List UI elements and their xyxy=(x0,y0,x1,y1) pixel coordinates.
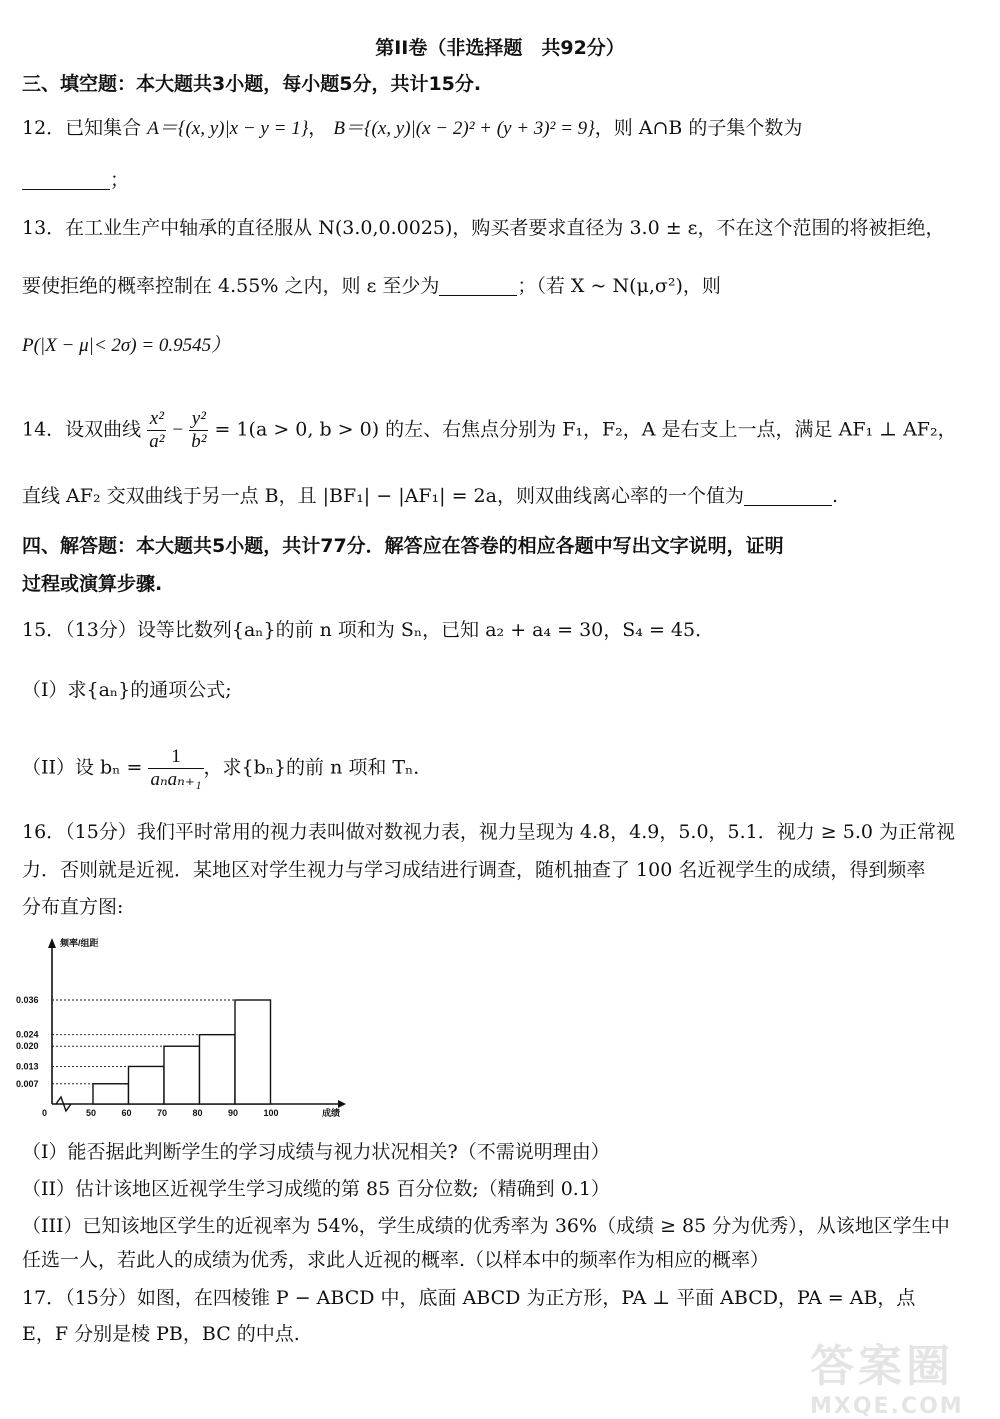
question-16-part1: （I）能否据此判断学生的学习成绩与视力状况相关?（不需说明理由） xyxy=(22,1141,610,1163)
histogram-bar xyxy=(235,1000,271,1104)
question-16-part3-line1: （III）已知该地区学生的近视率为 54%，学生成绩的优秀率为 36%（成绩 ≥ 85 分为优秀），从该地区学生中 xyxy=(22,1215,950,1237)
y-tick-label: 0.020 xyxy=(16,1041,39,1052)
question-15-part2 xyxy=(22,746,980,791)
part-title: 第II卷（非选择题 共92分） xyxy=(375,37,625,59)
fraction-y2-b2: $\frac{\text{y²}}{\text{b²}}$ xyxy=(191,408,207,452)
x-tick-label: 100 xyxy=(263,1108,279,1118)
q14-text-a: 14．设双曲线 xyxy=(22,418,142,441)
question-14-line1: 14．设双曲线 $\frac{\text{x²}}{\text{a²}}$ − $\frac{\text{y²}}{\text{b²}}$ = 1(a > 0, b > 0) 的左、右焦点分别为 F₁，F₂，A 是右支上一点，满足 AF₁ ⊥ AF₂， xyxy=(22,408,957,452)
x-tick-label: 80 xyxy=(192,1108,203,1118)
y-tick-label: 0.007 xyxy=(16,1078,39,1089)
q12-number: 12．已知集合 xyxy=(22,117,142,139)
q12-set-a: A＝{(x, y)|x − y = 1} xyxy=(147,118,309,139)
question-16-part3-line2: 任选一人，若此人的成绩为优秀，求此人近视的概率.（以样本中的频率作为相应的概率） xyxy=(22,1249,770,1271)
q12-end: ； xyxy=(110,169,130,191)
y-axis-label: 频率/组距 xyxy=(60,938,99,948)
q13-text-a: 要使拒绝的概率控制在 4.55% 之内，则 ε 至少为 xyxy=(22,275,440,297)
x-axis-arrow xyxy=(338,1100,346,1108)
x-tick-label: 70 xyxy=(157,1108,168,1118)
q15-p2-text-a: （II）设 bₙ = xyxy=(22,756,143,779)
question-16-line3: 分布直方图: xyxy=(22,896,124,918)
x-tick-label: 50 xyxy=(86,1108,97,1118)
histogram-bar xyxy=(93,1084,129,1104)
y-tick-label: 0.013 xyxy=(16,1061,39,1072)
q12-tail: ，则 A∩B 的子集个数为 xyxy=(594,117,803,139)
y-axis-arrow xyxy=(48,938,56,948)
question-16-line2: 力．否则就是近视．某地区对学生视力与学习成结进行调查，随机抽查了 100 名近视学生的成绩，得到频率 xyxy=(22,859,926,881)
x-tick-label: 60 xyxy=(121,1108,132,1118)
y-tick-label: 0.024 xyxy=(16,1029,39,1040)
watermark-sub: MXQE.COM xyxy=(810,1394,964,1419)
q12-set-b: B＝{(x, y)|(x − 2)² + (y + 3)² = 9} xyxy=(333,118,595,139)
q15-p2-text-b: ，求{bₙ}的前 n 项和 Tₙ． xyxy=(203,756,433,779)
y-tick-label: 0.036 xyxy=(16,995,39,1005)
frequency-histogram xyxy=(10,932,370,1128)
q12-answer-line xyxy=(22,166,980,194)
x-axis-label: 成绩 xyxy=(322,1108,341,1118)
question-15: 15．（13分）设等比数列{aₙ}的前 n 项和为 Sₙ，已知 a₂ + a₄ = 30，S₄ = 45． xyxy=(22,619,715,641)
answer-blank[interactable] xyxy=(744,485,832,506)
section-3-heading: 三、填空题：本大题共3小题，每小题5分，共计15分. xyxy=(22,73,482,95)
question-17-line2: E，F 分别是棱 PB，BC 的中点. xyxy=(22,1323,300,1345)
question-13-line2 xyxy=(22,272,980,300)
x-tick-label: 90 xyxy=(228,1108,239,1118)
question-14-line2 xyxy=(22,482,980,510)
question-15-part1: （I）求{aₙ}的通项公式; xyxy=(22,679,232,701)
q14-text-b: = 1(a > 0, b > 0) 的左、右焦点分别为 F₁，F₂，A 是右支上一点，满足 AF₁ ⊥ AF₂， xyxy=(214,418,957,441)
q14-text-c: 直线 AF₂ 交双曲线于另一点 B，且 |BF₁| − |AF₁| = 2a，则双曲线离心率的一个值为 xyxy=(22,485,744,507)
question-16-part2: （II）估计该地区近视学生学习成缆的第 85 百分位数;（精确到 0.1） xyxy=(22,1178,610,1200)
section-4-heading-line2: 过程或演算步骤. xyxy=(22,573,163,595)
section-4-heading-line1: 四、解答题：本大题共5小题，共计77分．解答应在答卷的相应各题中写出文字说明，证明 xyxy=(22,535,784,557)
fraction-1-over-anan1: $\frac{1}{\text{aₙaₙ₊₁}}$ xyxy=(150,746,202,790)
question-13-line1: 13．在工业生产中轴承的直径服从 N(3.0,0.0025)，购买者要求直径为 3.0 ± ε，不在这个范围的将被拒绝， xyxy=(22,217,945,239)
histogram-bar xyxy=(164,1046,200,1104)
q14-text-d: . xyxy=(831,485,838,507)
q13-text-b: ；（若 X ~ N(μ,σ²)，则 xyxy=(517,275,721,297)
watermark-main: 答案圈 xyxy=(810,1341,954,1392)
fraction-x2-a2: $\frac{\text{x²}}{\text{a²}}$ xyxy=(149,408,165,452)
question-12: 12．已知集合 A＝{(x, y)|x − y = 1}， B＝{(x, y)|(x − 2)² + (y + 3)² = 9}，则 A∩B 的子集个数为 xyxy=(22,117,803,139)
origin-label: 0 xyxy=(42,1108,48,1118)
histogram-bar xyxy=(129,1066,165,1104)
histogram-bar xyxy=(200,1035,236,1104)
question-17-line1: 17．（15分）如图，在四棱锥 P − ABCD 中，底面 ABCD 为正方形，PA ⊥ 平面 ABCD，PA = AB，点 xyxy=(22,1287,916,1309)
answer-blank[interactable] xyxy=(439,275,517,296)
question-16-line1: 16．（15分）我们平时常用的视力表叫做对数视力表，视力呈现为 4.8，4.9，5.0，5.1．视力 ≥ 5.0 为正常视 xyxy=(22,821,956,843)
watermark-logo xyxy=(810,1330,990,1419)
answer-blank[interactable] xyxy=(22,169,110,190)
question-13-line3: P(|X − μ|< 2σ) = 0.9545） xyxy=(22,335,231,356)
